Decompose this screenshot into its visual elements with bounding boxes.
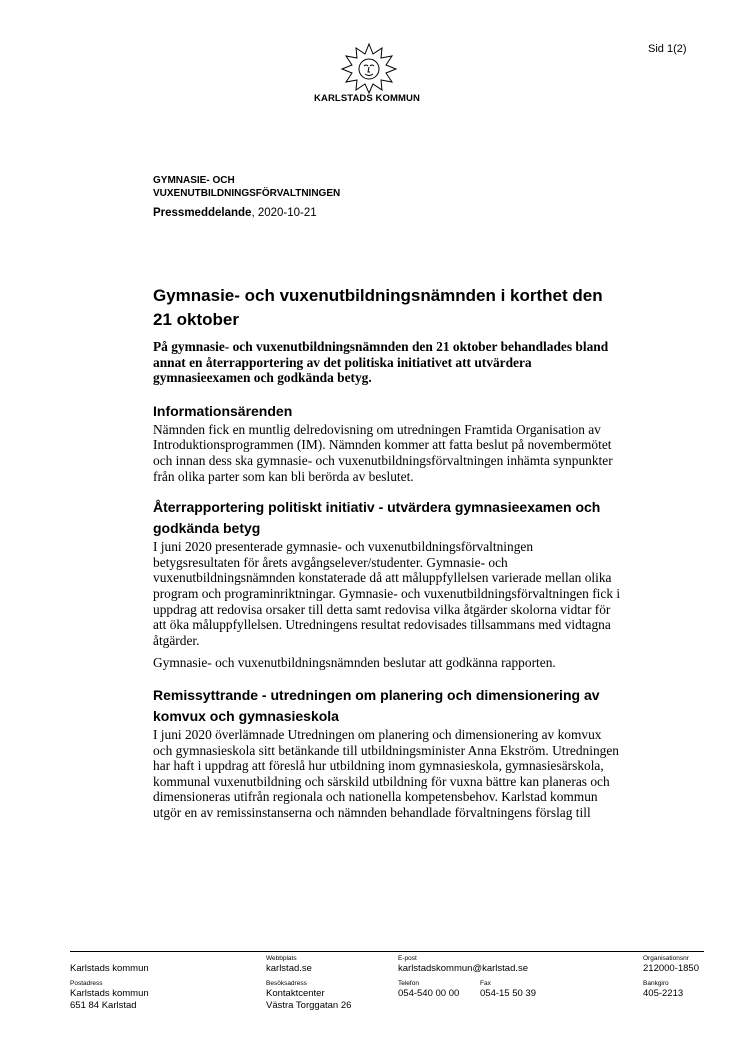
footer-postal-label: Postadress [70,980,103,987]
article [153,284,623,820]
section-heading: Remissyttrande - utredningen om planering och dimensionering av komvux och gymnasieskola [153,686,600,724]
section-heading: Informationsärenden [153,402,293,419]
section-paragraph: I juni 2020 presenterade gymnasie- och vuxenutbildningsförvaltningen betygsresultaten för årets avgångselever/studenter. Gymnasie- och vuxenutbildningsnämnden konstaterade då att måluppfyllelsen varierade mellan olika program och programinriktningar. Gymnasie- och vuxenutbildningsförvaltningen fick i uppdrag att redovisa orsaker till detta samt redovisa vilka åtgärder skolorna vidtar för att öka måluppfyllelsen. Utredningens resultat redovisades tillsammans med vidtagna åtgärder. [153,539,621,648]
press-date: , 2020-10-21 [251,207,317,219]
footer-bankgiro-value: 405-2213 [643,988,684,999]
footer-bankgiro-label: Bankgiro [643,980,669,987]
footer-phone-label: Telefon [398,980,419,987]
organization-name: KARLSTADS KOMMUN [314,93,420,104]
footer-divider [70,951,704,952]
footer-phone-value[interactable]: 054-540 00 00 [398,988,460,999]
footer-orgnr-label: Organisationsnr [643,955,689,962]
footer-email-link[interactable]: karlstadskommun@karlstad.se [398,963,529,974]
article-title: Gymnasie- och vuxenutbildningsnämnden i korthet den 21 oktober [153,286,603,329]
footer-visit-block [266,980,351,1011]
footer-postal-line-1: Karlstads kommun [70,988,149,999]
department-line-2: VUXENUTBILDNINGSFÖRVALTNINGEN [153,188,341,199]
press-label: Pressmeddelande [153,207,252,219]
footer-phone-block [398,980,459,1000]
footer-visit-line-1: Kontaktcenter [266,988,325,999]
footer-web-block [266,955,312,975]
section-heading: Återrapportering politiskt initiativ - utvärdera gymnasieexamen och godkända betyg [153,499,601,537]
footer-email-label: E-post [398,955,417,962]
footer-name-block [70,955,149,975]
footer-web-label: Webbplats [266,955,297,962]
footer-email-block [398,955,528,975]
footer-web-link[interactable]: karlstad.se [266,963,312,974]
article-lead: På gymnasie- och vuxenutbildningsnämnden den 21 oktober behandlades bland annat en återrapportering av det politiska initiativet att utvärdera gymnasieexamen och godkända betyg. [153,339,609,386]
footer-bankgiro-block [643,980,683,1000]
footer-postal-block [70,980,149,1011]
page-number: Sid 1(2) [648,43,687,55]
footer-name: Karlstads kommun [70,963,149,974]
footer-visit-label: Besöksadress [266,980,307,987]
footer-fax-label: Fax [480,980,491,987]
press-release-line [153,207,453,219]
footer-visit-line-2: Västra Torggatan 26 [266,999,352,1011]
section-paragraph: I juni 2020 överlämnade Utredningen om planering och dimensionering av komvux och gymnasieskola sitt betänkande till utbildningsminister Anna Ekström. Utredningen har haft i uppdrag att föreslå hur utbildning inom gymnasieskola, gymnasiesärskola, kommunal vuxenutbildning och särskild utbildning för vuxna bättre kan planeras och dimensioneras utifrån regionala och nationella kompetensbehov. Karlstad kommun utgör en av remissinstanserna och nämnden behandlade förvaltningens förslag till [153,726,619,820]
footer-orgnr-value: 212000-1850 [643,963,699,974]
footer-orgnr-block [643,955,699,975]
sun-logo-icon [338,42,400,94]
section-paragraph: Gymnasie- och vuxenutbildningsnämnden beslutar att godkänna rapporten. [153,655,556,671]
section-paragraph: Nämnden fick en muntlig delredovisning om utredningen Framtida Organisation av Introduktionsprogrammen (IM). Nämnden kommer att fatta beslut på novembermötet och innan dess ska gymnasie- och vuxenutbildningsförvaltningen inhämta synpunkter från olika parter som kan bli berörda av beslutet. [153,421,613,484]
footer-fax-block [480,980,536,1000]
department-line-1: GYMNASIE- OCH [153,175,235,186]
footer-fax-value: 054-15 50 39 [480,988,536,999]
department-name [153,174,453,200]
footer-postal-line-2: 651 84 Karlstad [70,999,137,1011]
